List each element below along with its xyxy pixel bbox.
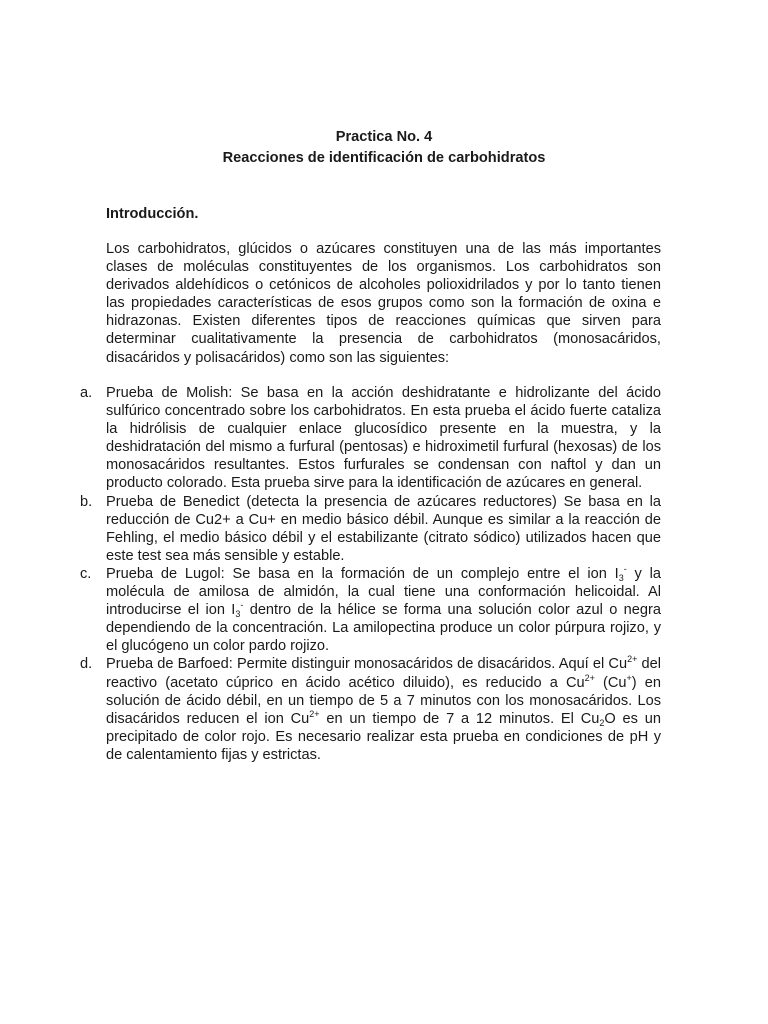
text-fragment: O es un precipitado de color rojo. Es necesario realizar esta prueba en condiciones de pH y de calentamiento fijas y estrictas. [106,710,662,763]
superscript: - [240,600,244,611]
test-list [80,384,661,764]
text-fragment: dentro de la hélice se forma una solución color azul o negra dependiendo de la concentración. La amilopectina produce un color púrpura rojizo, y el glucógeno un color pardo rojizo. [106,602,661,655]
intro-paragraph: Los carbohidratos, glúcidos o azúcares constituyen una de las más importantes clases de moléculas constituyentes de los organismos. Los carbohidratos son derivados aldehídicos o cetónicos de alcoholes polioxidrilados y por lo tanto tienen las propiedades características de esos grupos como son la formación de oxina e hidrazonas. Existen diferentes tipos de reacciones químicas que sirven para determinar cualitativamente la presencia de carbohidratos (monosacáridos, disacáridos y polisacáridos) como son las siguientes: [106,241,661,366]
list-marker: a. [80,385,93,401]
list-item-benedict [80,493,661,565]
superscript: 2+ [309,708,320,719]
text-fragment: del reactivo (acetato cúprico en ácido acético diluido), es reducido a Cu [106,656,661,691]
list-marker: d. [80,656,93,673]
list-item-barfoed [80,655,661,764]
list-item-lugol [80,565,661,655]
intro-heading: Introducción. [106,206,199,222]
document-subtitle: Reacciones de identificación de carbohidratos [222,150,546,166]
text-fragment: (Cu [594,674,627,691]
list-item-text: Prueba de Benedict (detecta la presencia de azúcares reductores) Se basa en la reducción de Cu2+ a Cu+ en medio básico débil. Aunque es similar a la reacción de Fehling, el medio básico débil y el estabilizante (citrato sódico) utilizados hacen que este test sea más sensible y estable. [106,493,661,564]
list-item-molish [80,384,661,493]
text-fragment: Prueba de Barfoed: Permite distinguir monosacáridos de disacáridos. Aquí el Cu [106,656,628,673]
superscript: 2+ [584,672,595,683]
list-marker: b. [80,493,93,510]
superscript: - [623,563,627,574]
document-title: Practica No. 4 [335,129,433,145]
text-fragment: ) en solución de ácido débil, en un tiempo de 5 a 7 minutos con los monosacáridos. Los disacáridos reducen el ion Cu [106,674,662,727]
list-item-text [106,565,661,655]
superscript: 2+ [627,654,638,665]
title-block [0,127,768,169]
superscript: + [626,672,632,683]
text-fragment: en un tiempo de 7 a 12 minutos. El Cu [319,710,600,727]
subscript: 3 [618,572,624,583]
text-fragment: Prueba de Lugol: Se basa en la formación de un complejo entre el ion I [106,565,619,582]
subscript: 2 [599,717,605,728]
list-item-text: Prueba de Molish: Se basa en la acción deshidratante e hidrolizante del ácido sulfúrico concentrado sobre los carbohidratos. En esta prueba el ácido fuerte cataliza la hidrólisis de cualquier enlace glucosídico presente en la muestra, y la deshidratación del mismo a furfural (pentosas) e hidroximetil furfural (hexosas) de los monosacáridos resultantes. Estos furfurales se condensan con naftol y dan un producto colorado. Esta prueba sirve para la identificación de azúcares en general. [106,385,661,492]
subscript: 3 [235,609,241,620]
list-item-text [106,655,661,764]
text-fragment: y la molécula de amilosa de almidón, la cual tiene una conformación helicoidal. Al introducirse el ion I [106,565,661,619]
list-marker: c. [80,565,92,582]
